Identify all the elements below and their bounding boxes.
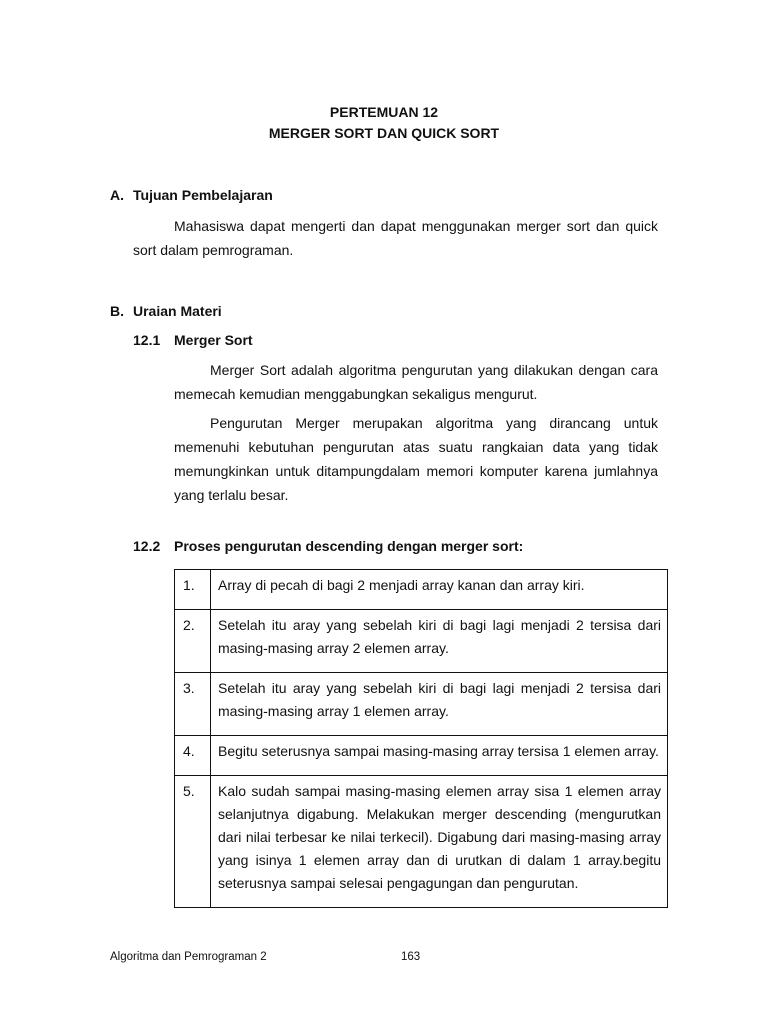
merger-sort-paragraph-1: Merger Sort adalah algoritma pengurutan yang dilakukan dengan cara memecah kemudian menggabungkan sekaligus mengurut.	[174, 362, 658, 402]
step-text: Begitu seterusnya sampai masing-masing array tersisa 1 elemen array.	[211, 736, 668, 776]
table-row	[175, 610, 668, 673]
section-a-label: A.	[110, 187, 124, 203]
section-a-paragraph: Mahasiswa dapat mengerti dan dapat menggunakan merger sort dan quick sort dalam pemrograman.	[133, 218, 658, 258]
subsection-12-1-title: Merger Sort	[174, 332, 253, 348]
footer-course: Algoritma dan Pemrograman 2	[110, 951, 267, 963]
step-number: 1.	[175, 570, 211, 610]
section-a-title: Tujuan Pembelajaran	[133, 187, 273, 203]
step-text: Kalo sudah sampai masing-masing elemen array sisa 1 elemen array selanjutnya digabung. Melakukan merger descending (mengurutkan dari nilai terbesar ke nilai terkecil). Digabung dari masing-masing array yang isinya 1 elemen array dan di urutkan di dalam 1 array.begitu seterusnya sampai selesai pengagungan dan pengurutan.	[211, 776, 668, 908]
step-text: Setelah itu aray yang sebelah kiri di bagi lagi menjadi 2 tersisa dari masing-masing array 2 elemen array.	[211, 610, 668, 673]
step-text: Setelah itu aray yang sebelah kiri di bagi lagi menjadi 2 tersisa dari masing-masing array 1 elemen array.	[211, 673, 668, 736]
chapter-title: MERGER SORT DAN QUICK SORT	[268, 125, 500, 141]
step-number: 5.	[175, 776, 211, 908]
subsection-12-1-number: 12.1	[133, 332, 161, 348]
table-row	[175, 570, 668, 610]
table-row	[175, 736, 668, 776]
table-row	[175, 776, 668, 908]
step-number: 3.	[175, 673, 211, 736]
chapter-heading: PERTEMUAN 12	[329, 104, 439, 120]
section-b-title: Uraian Materi	[133, 303, 222, 319]
merger-sort-paragraph-2: Pengurutan Merger merupakan algoritma yang dirancang untuk memenuhi kebutuhan pengurutan atas suatu rangkaian data yang tidak memungkinkan untuk ditampungdalam memori komputer karena jumlahnya yang terlalu besar.	[174, 415, 658, 503]
section-b-label: B.	[110, 303, 124, 319]
step-text: Array di pecah di bagi 2 menjadi array kanan dan array kiri.	[211, 570, 668, 610]
table-row	[175, 673, 668, 736]
step-number: 4.	[175, 736, 211, 776]
steps-table	[174, 569, 668, 908]
page-number: 163	[401, 951, 421, 963]
subsection-12-2-title: Proses pengurutan descending dengan merger sort:	[174, 538, 524, 554]
subsection-12-2-number: 12.2	[133, 538, 161, 554]
step-number: 2.	[175, 610, 211, 673]
